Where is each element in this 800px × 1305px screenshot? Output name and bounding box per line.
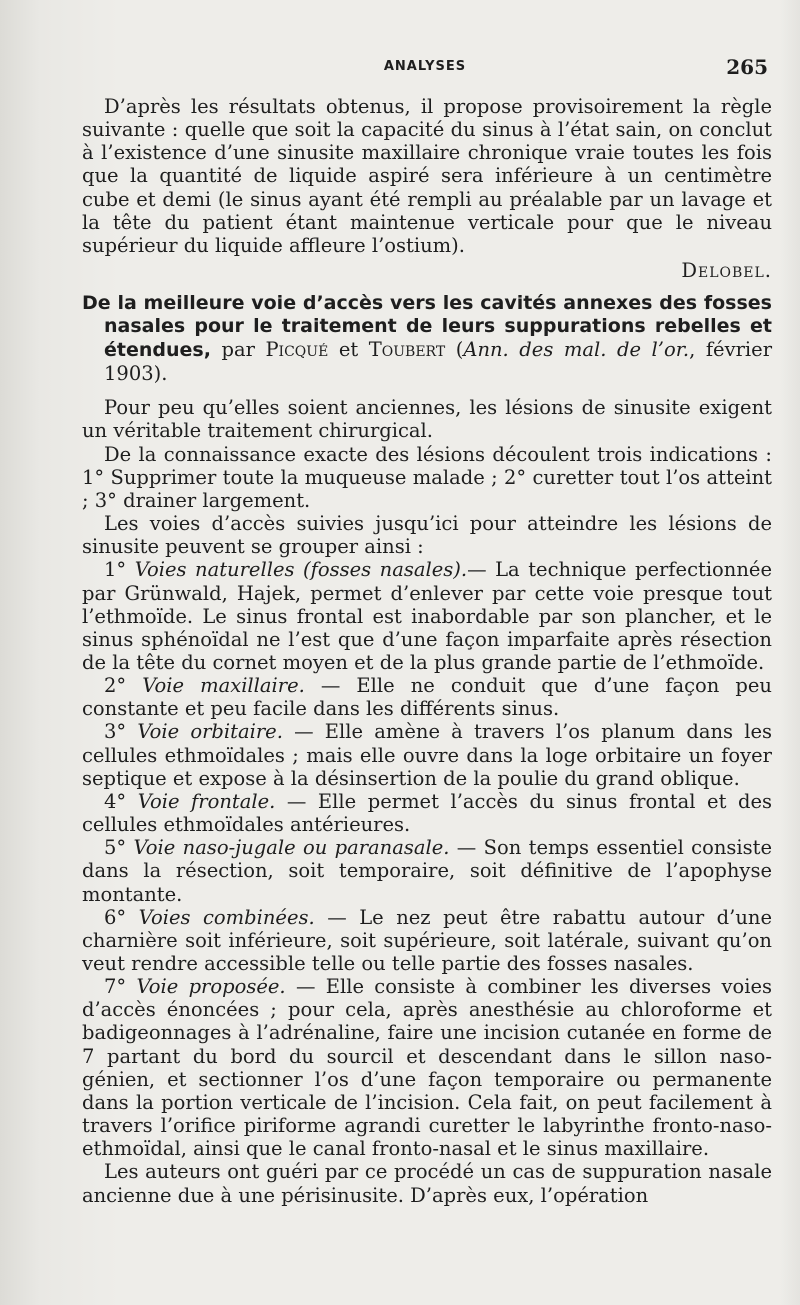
route-number: 6° xyxy=(104,905,139,929)
route-item-5 xyxy=(82,836,772,905)
paragraph-routes-intro: Les voies d’accès suivies jusqu’ici pour atteindre les lésions de sinusite peuvent se grouper ainsi : xyxy=(82,512,772,559)
route-item-7 xyxy=(82,975,772,1160)
journal-date: , février 1903). xyxy=(104,338,773,386)
route-label: Voies combinées. xyxy=(138,905,315,929)
article-heading xyxy=(82,292,772,386)
route-text: — Le nez peut être rabattu autour d’une charnière soit inférieure, soit supérieure, soit latérale, suivant qu’on veut rendre accessible telle ou telle partie des fosses nasales. xyxy=(82,905,773,975)
route-label: Voie proposée. xyxy=(136,975,286,999)
article-and: et xyxy=(328,338,369,362)
route-item-1 xyxy=(82,558,772,674)
route-number: 4° xyxy=(104,789,138,813)
route-number: 1° xyxy=(104,558,135,582)
paragraph-conclusion: Les auteurs ont guéri par ce procédé un cas de suppuration nasale ancienne due à une périsinusite. D’après eux, l’opération xyxy=(82,1160,772,1207)
route-text: — Elle permet l’accès du sinus frontal et des cellules ethmoïdales antérieures. xyxy=(82,789,772,837)
route-text: — Elle consiste à combiner les diverses voies d’accès énoncées ; pour cela, après anesthésie au chloroforme et badigeonnages à l’adrénaline, faire une incision cutanée en forme de 7 partant du bord du sourcil et descendant dans le sillon naso-génien, et sectionner l’os d’une façon temporaire ou permanente dans la portion verticale de l’incision. Cela fait, on peut facilement à travers l’orifice piriforme agrandi curetter le labyrinthe fronto-naso-ethmoïdal, ainsi que le canal fronto-nasal et le sinus maxillaire. xyxy=(82,975,773,1161)
route-text: — Elle ne conduit que d’une façon peu constante et peu facile dans les différents sinus. xyxy=(82,674,772,721)
route-number: 5° xyxy=(104,836,134,860)
route-label: Voie frontale. xyxy=(137,789,276,813)
route-item-6 xyxy=(82,906,772,975)
route-item-2 xyxy=(82,674,772,720)
page-number: 265 xyxy=(726,55,768,79)
route-text: — Son temps essentiel consiste dans la résection, soit temporaire, soit définitive de l’apophyse montante. xyxy=(82,836,773,906)
author-toubert: Toubert xyxy=(368,338,446,362)
route-text: — Elle amène à travers l’os planum dans les cellules ethmoïdales ; mais elle ouvre dans la loge orbitaire un foyer septique et expose à la désinsertion de la poulie du grand oblique. xyxy=(82,720,773,790)
route-label: Voie maxillaire. xyxy=(142,674,305,698)
route-item-3 xyxy=(82,720,772,789)
route-number: 2° xyxy=(104,674,143,698)
signature: Delobel. xyxy=(681,259,772,283)
author-picque: Picqué xyxy=(265,338,329,362)
route-number: 7° xyxy=(104,975,137,999)
route-label: Voies naturelles (fosses nasales). xyxy=(134,558,468,582)
paragraph-indications: De la connaissance exacte des lésions découlent trois indications : 1° Supprimer toute la muqueuse malade ; 2° curetter tout l’os atteint ; 3° drainer largement. xyxy=(82,442,772,512)
journal-name: Ann. des mal. de l’or. xyxy=(463,338,690,362)
route-text: — La technique perfectionnée par Grünwald, Hajek, permet d’enlever par cette voie presque tout l’ethmoïde. Le sinus frontal est inabordable par son plancher, et le sinus sphénoïdal ne l’est que d’une façon imparfaite après résection de la tête du cornet moyen et de la plus grande partie de l’ethmoïde. xyxy=(82,558,772,674)
article-title: De la meilleure voie d’accès vers les cavités annexes des fosses nasales pour le traitement de leurs suppurations rebelles et étendues, xyxy=(82,292,772,362)
route-label: Voie orbitaire. xyxy=(137,720,283,744)
running-title: ANALYSES xyxy=(383,59,467,74)
route-item-4 xyxy=(82,790,772,836)
paragraph-intro: Pour peu qu’elles soient anciennes, les lésions de sinusite exigent un véritable traitement chirurgical. xyxy=(82,396,772,443)
route-number: 3° xyxy=(104,720,138,744)
previous-article-paragraph: D’après les résultats obtenus, il propose provisoirement la règle suivante : quelle que soit la capacité du sinus à l’état sain, on conclut à l’existence d’une sinusite maxillaire chronique vraie toutes les fois que la quantité de liquide aspiré sera inférieure à un centimètre cube et demi (le sinus ayant été rempli au préalable par un lavage et la tête du patient étant maintenue verticale pour que le niveau supérieur du liquide affleure l’ostium). xyxy=(82,95,772,257)
running-header xyxy=(82,54,768,78)
route-label: Voie naso-jugale ou paranasale. xyxy=(133,836,450,860)
page-body xyxy=(82,95,772,1207)
journal-open: ( xyxy=(445,338,464,362)
article-by: par xyxy=(210,338,266,362)
